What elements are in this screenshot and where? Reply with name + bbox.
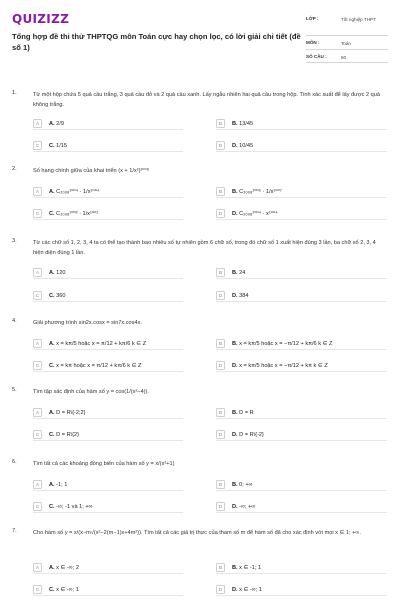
option-b[interactable] [216, 479, 387, 491]
option-d[interactable] [216, 501, 387, 513]
option-label: C. [49, 362, 55, 369]
option-label: B. [232, 409, 238, 416]
option-letter-badge: A [33, 408, 42, 417]
option-text [232, 410, 254, 416]
option-d[interactable] [216, 290, 387, 302]
option-value: 2/9 [56, 120, 64, 127]
option-c[interactable] [33, 429, 183, 441]
option-text [232, 293, 249, 299]
option-label: D. [232, 503, 238, 510]
question-number: 2. [12, 166, 17, 172]
option-text [49, 211, 98, 217]
option-label: D. [232, 210, 238, 217]
option-letter-badge: D [216, 141, 225, 150]
option-letter-badge: A [33, 119, 42, 128]
option-text [232, 189, 282, 195]
option-value: 360 [56, 292, 66, 299]
option-label: B. [232, 269, 238, 276]
option-value: D = R\{-2} [239, 431, 264, 438]
option-letter-badge: A [33, 563, 42, 572]
option-letter-badge: C [33, 430, 42, 439]
option-text [232, 504, 255, 510]
option-letter-badge: B [216, 563, 225, 572]
option-value: C₂₀₀₈¹⁰⁰⁴ · x¹⁰⁰⁴ [239, 210, 278, 217]
option-value: x = kπ/5 hoặc x = −π/12 + kπ/6 k ∈ Z [239, 340, 333, 347]
option-c[interactable] [33, 501, 183, 513]
question-text: Từ các chữ số 1, 2, 3, 4 ta có thể tạo thành bao nhiêu số tự nhiên gồm 6 chữ số, trong đó chữ số 1 xuất hiện đúng 3 lần, ba chữ số 2, 3, 4 hiện diện đúng 1 lần. [33, 240, 376, 256]
option-letter-badge: D [216, 209, 225, 218]
option-label: B. [232, 340, 238, 347]
option-label: D. [232, 431, 238, 438]
option-text [232, 143, 253, 149]
option-value: 384 [239, 292, 249, 299]
option-text [49, 482, 67, 488]
option-text [49, 189, 99, 195]
option-value: 1/15 [56, 142, 68, 149]
option-text [49, 121, 64, 127]
option-text [49, 143, 67, 149]
page-title: Tổng hợp đề thi thử THPTQG môn Toán cực hay chọn lọc, có lời giải chi tiết (đề số 1) [12, 32, 301, 52]
option-letter-badge: D [216, 291, 225, 300]
option-text [232, 432, 264, 438]
option-letter-badge: C [33, 141, 42, 150]
option-value: x ∈ -∞; 1 [239, 586, 263, 593]
option-text [49, 293, 66, 299]
meta-value-subject: Toán [341, 41, 351, 46]
option-letter-badge: A [33, 480, 42, 489]
question-number: 1. [12, 90, 17, 96]
option-value: D = R\{2} [56, 431, 80, 438]
question-number: 7. [12, 528, 17, 534]
option-a[interactable] [33, 562, 183, 574]
option-letter-badge: D [216, 361, 225, 370]
option-letter-badge: C [33, 502, 42, 511]
option-label: A. [49, 564, 55, 571]
option-value: -∞; -1 và 1; +∞ [56, 503, 93, 510]
option-letter-badge: C [33, 291, 42, 300]
option-value: x = kπ hoặc x = π/12 + kπ/6 k ∈ Z [56, 362, 142, 369]
question-text: Giải phương trình sin2x.cosx = sin7x.cos4x. [33, 320, 142, 326]
option-text [49, 587, 79, 593]
option-label: C. [49, 142, 55, 149]
option-letter-badge: C [33, 585, 42, 594]
option-c[interactable] [33, 290, 183, 302]
option-value: 13/45 [239, 120, 254, 127]
meta-row-subject [306, 36, 388, 50]
option-letter-badge: B [216, 119, 225, 128]
option-d[interactable] [216, 208, 387, 220]
option-letter-badge: B [216, 339, 225, 348]
option-value: C₂₀₀₈¹⁰⁰⁵ · 1/x¹⁰⁰⁷ [239, 188, 282, 195]
option-c[interactable] [33, 360, 183, 372]
meta-value-grade: Tốt nghiệp THPT [341, 17, 376, 22]
option-c[interactable] [33, 584, 183, 596]
meta-row-count [306, 50, 388, 63]
option-label: B. [232, 188, 238, 195]
option-b[interactable] [216, 562, 387, 574]
question-text: Từ một hộp chứa 5 quả cầu trắng, 3 quả cầu đỏ và 2 quả cầu xanh. Lấy ngẫu nhiên hai quả cầu trong hộp. Tính xác suất để lấy được 2 quả không trắng. [33, 92, 380, 108]
option-d[interactable] [216, 360, 387, 372]
option-value: 120 [56, 269, 66, 276]
option-b[interactable] [216, 267, 387, 279]
option-value: D = R\{-2;2} [56, 409, 86, 416]
option-label: D. [232, 142, 238, 149]
option-label: B. [232, 120, 238, 127]
option-d[interactable] [216, 140, 387, 152]
option-label: C. [49, 210, 55, 217]
option-text [232, 270, 245, 276]
meta-label-count: SỐ CÂU : [306, 54, 327, 59]
meta-panel [306, 12, 388, 63]
option-letter-badge: D [216, 502, 225, 511]
option-letter-badge: B [216, 187, 225, 196]
option-value: x = kπ/5 hoặc x = −π/12 + kπ k ∈ Z [239, 362, 328, 369]
option-text [49, 504, 93, 510]
option-letter-badge: C [33, 209, 42, 218]
option-text [232, 482, 253, 488]
question-text: Cho hàm số y = x/(x−m√(x²−2(m−1)x+4m²)). Tìm tất cả các giá trị thực của tham số m để hàm số đã cho xác định với mọi x ∈ 1; +∞. [33, 530, 361, 536]
option-letter-badge: B [216, 268, 225, 277]
option-value: 10/45 [239, 142, 254, 149]
option-b[interactable] [216, 407, 387, 419]
option-c[interactable] [33, 208, 183, 220]
option-b[interactable] [216, 118, 387, 130]
option-label: A. [49, 269, 55, 276]
option-label: C. [49, 292, 55, 299]
option-a[interactable] [33, 186, 183, 198]
quizizz-logo: QUIZIZZ [12, 12, 70, 26]
option-text [232, 587, 262, 593]
option-text [232, 565, 261, 571]
option-label: D. [232, 362, 238, 369]
question-text: Tìm tập xác định của hàm số y = cos(1/(x²−4)). [33, 389, 149, 395]
option-letter-badge: A [33, 187, 42, 196]
option-a[interactable] [33, 118, 183, 130]
option-letter-badge: A [33, 339, 42, 348]
option-value: 24 [239, 269, 246, 276]
option-d[interactable] [216, 584, 387, 596]
option-text [232, 341, 332, 347]
option-value: x ∈ -∞; 1 [56, 586, 80, 593]
option-label: B. [232, 481, 238, 488]
question-text: Số hạng chính giữa của khai triển (x + 1/x²)²⁰⁰⁸ [33, 168, 150, 174]
option-text [232, 363, 328, 369]
question-number: 4. [12, 318, 17, 324]
option-c[interactable] [33, 140, 183, 152]
option-letter-badge: B [216, 408, 225, 417]
option-label: A. [49, 409, 55, 416]
option-label: D. [232, 292, 238, 299]
option-label: A. [49, 188, 55, 195]
option-label: A. [49, 340, 55, 347]
question-number: 3. [12, 238, 17, 244]
option-label: C. [49, 431, 55, 438]
option-a[interactable] [33, 407, 183, 419]
option-label: B. [232, 564, 238, 571]
option-a[interactable] [33, 479, 183, 491]
option-value: C₂₀₀₈¹⁰⁰⁴ · 1/x¹⁰⁰⁴ [56, 188, 100, 195]
option-d[interactable] [216, 429, 387, 441]
option-value: D = R [239, 409, 254, 416]
option-label: A. [49, 481, 55, 488]
option-letter-badge: D [216, 585, 225, 594]
option-text [49, 565, 79, 571]
meta-row-grade [306, 12, 388, 36]
option-a[interactable] [33, 267, 183, 279]
option-letter-badge: C [33, 361, 42, 370]
option-text [49, 341, 146, 347]
option-value: C₂₀₀₈¹⁰⁰³ · 1/x¹⁰⁰¹ [56, 210, 99, 217]
option-value: x ∈ -1; 1 [239, 564, 262, 571]
option-text [49, 270, 66, 276]
option-text [232, 121, 253, 127]
meta-value-count: 50 [341, 55, 347, 60]
meta-label-grade: LỚP : [306, 16, 319, 21]
option-value: -∞; +∞ [239, 503, 256, 510]
option-letter-badge: D [216, 430, 225, 439]
option-letter-badge: A [33, 268, 42, 277]
option-text [49, 410, 86, 416]
option-b[interactable] [216, 338, 387, 350]
option-text [232, 211, 278, 217]
question-text: Tìm tất cả các khoảng đồng biến của hàm số y = x/(x²+1) [33, 461, 175, 467]
question-number: 5. [12, 387, 17, 393]
meta-label-subject: MÔN : [306, 40, 320, 45]
option-label: C. [49, 503, 55, 510]
option-b[interactable] [216, 186, 387, 198]
option-label: D. [232, 586, 238, 593]
option-text [49, 432, 79, 438]
option-value: -1; 1 [56, 481, 68, 488]
option-a[interactable] [33, 338, 183, 350]
option-value: x ∈ -∞; 2 [56, 564, 80, 571]
question-number: 6. [12, 459, 17, 465]
option-label: A. [49, 120, 55, 127]
option-label: C. [49, 586, 55, 593]
option-text [49, 363, 141, 369]
option-value: x = kπ/5 hoặc x = π/12 + kπ/6 k ∈ Z [56, 340, 147, 347]
option-letter-badge: B [216, 480, 225, 489]
option-value: 0; +∞ [239, 481, 253, 488]
